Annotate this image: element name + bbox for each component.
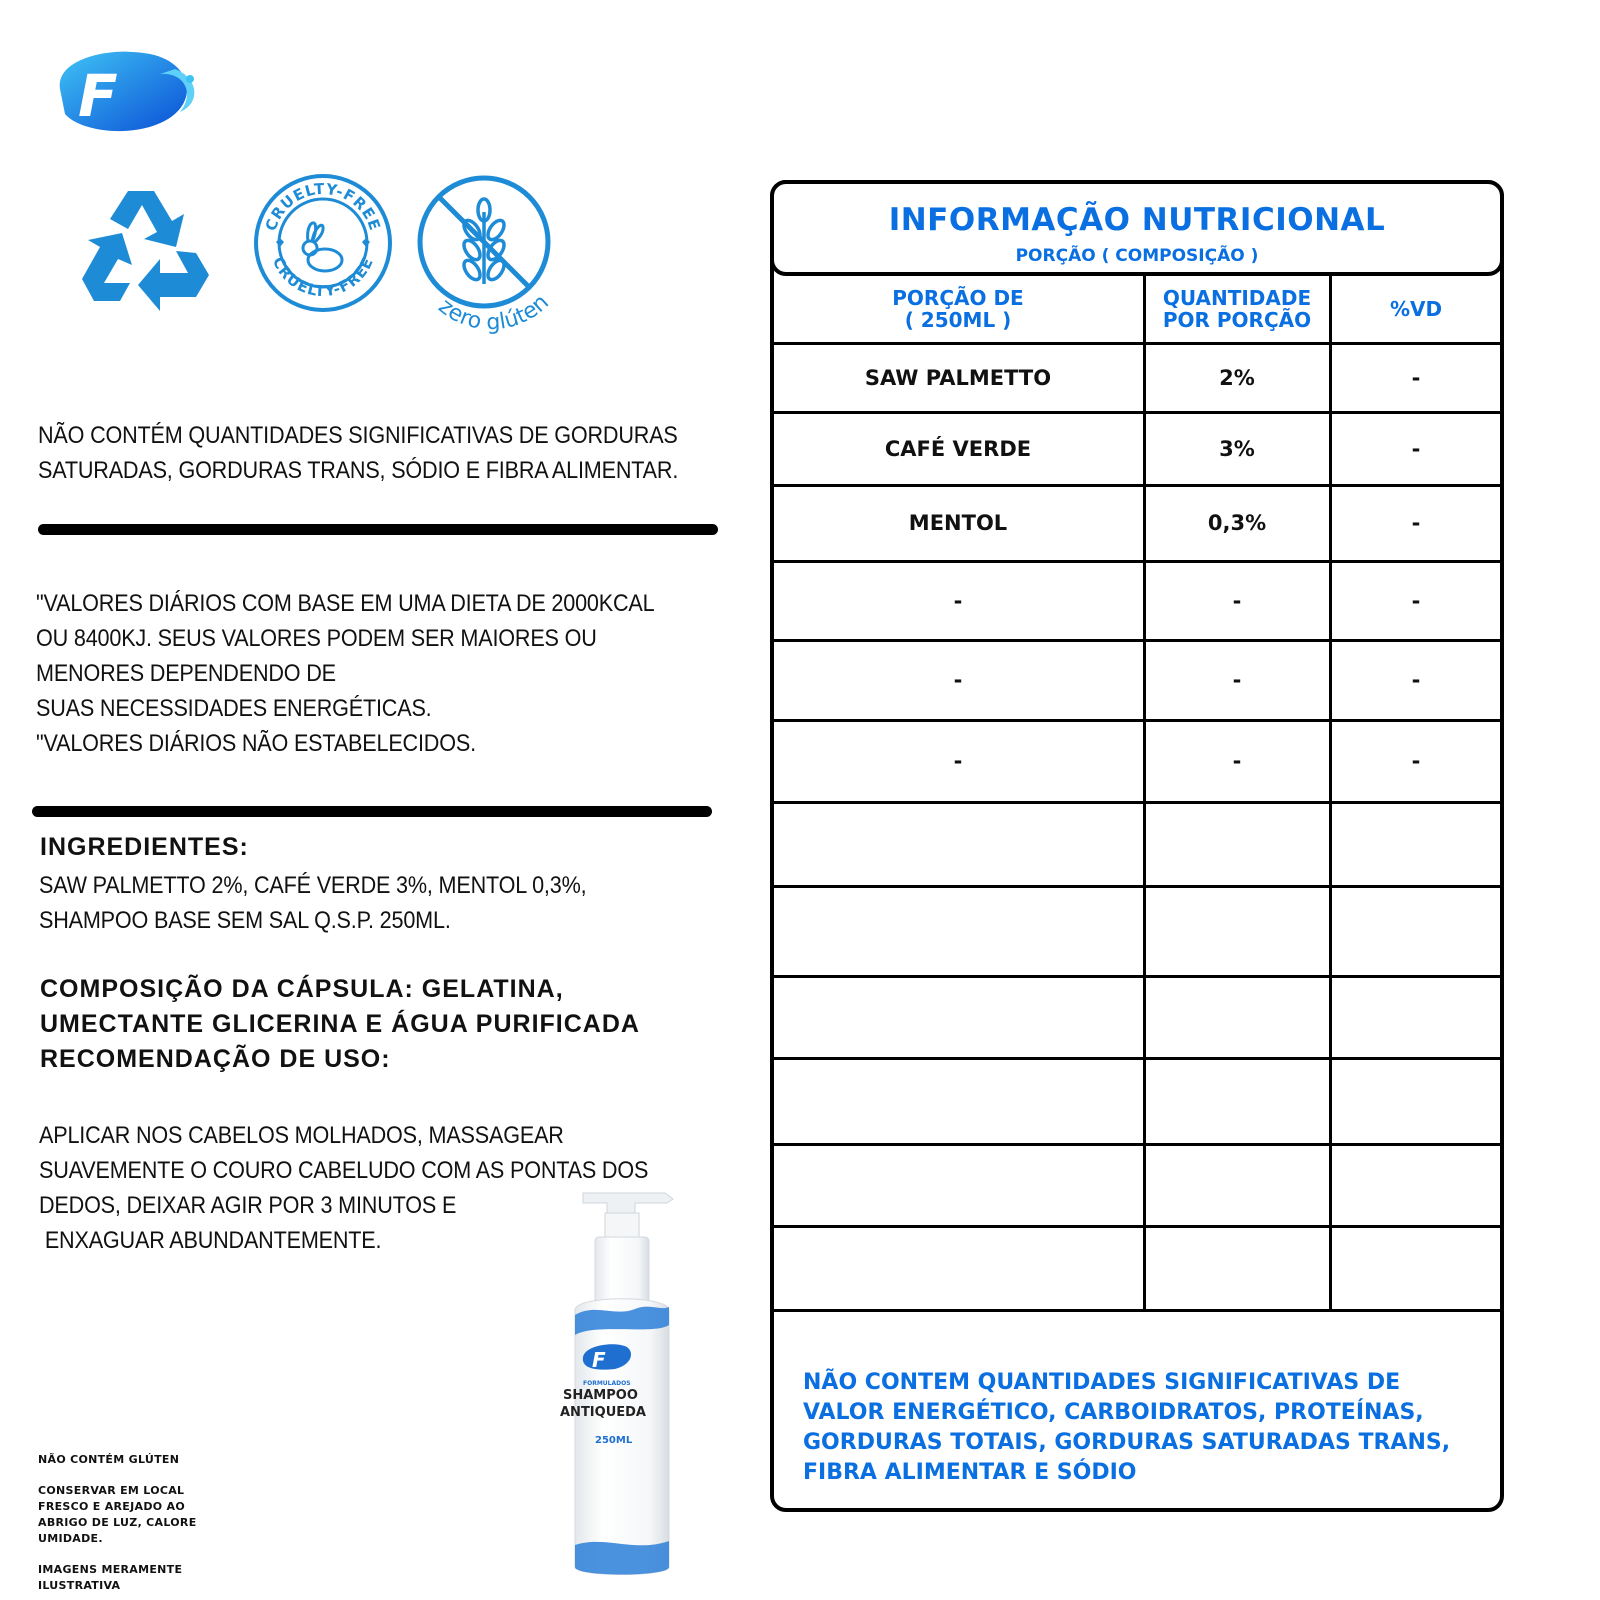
capsule-line: COMPOSIÇÃO DA CÁPSULA: GELATINA, <box>40 975 564 1003</box>
daily-values-line: "VALORES DIÁRIOS COM BASE EM UMA DIETA DE 2000KCAL <box>36 590 655 617</box>
table-cell <box>1144 1058 1330 1144</box>
table-header-cell: QUANTIDADE POR PORÇÃO <box>1162 285 1312 332</box>
table-cell <box>1144 1144 1330 1226</box>
daily-values-line: SUAS NECESSIDADES ENERGÉTICAS. <box>36 695 432 722</box>
table-cell <box>1144 976 1330 1058</box>
table-cell <box>772 976 1144 1058</box>
table-cell: - <box>1411 749 1421 773</box>
table-cell: - <box>1411 365 1421 390</box>
recycle-icon <box>80 185 212 313</box>
usage-line: DEDOS, DEIXAR AGIR POR 3 MINUTOS E <box>39 1192 457 1219</box>
table-cell <box>772 886 1144 976</box>
table-cell <box>1144 802 1330 886</box>
table-cell: SAW PALMETTO <box>864 365 1052 390</box>
table-title: INFORMAÇÃO NUTRICIONAL <box>888 202 1386 238</box>
svg-text:F: F <box>592 1348 606 1372</box>
capsule-line: UMECTANTE GLICERINA E ÁGUA PURIFICADA <box>40 1010 640 1038</box>
table-cell: CAFÉ VERDE <box>884 436 1032 461</box>
svg-text:FORMULADOS: FORMULADOS <box>583 1380 631 1387</box>
table-cell: - <box>1411 668 1421 692</box>
shampoo-bottle-image <box>535 1185 705 1585</box>
daily-values-line: OU 8400KJ. SEUS VALORES PODEM SER MAIORES OU <box>36 625 597 652</box>
table-cell <box>1330 886 1502 976</box>
table-footer-note: NÃO CONTEM QUANTIDADES SIGNIFICATIVAS DE VALOR ENERGÉTICO, CARBOIDRATOS, PROTEÍNAS, GORDURAS TOTAIS, GORDURAS SATURADAS TRANS, FIBRA ALIMENTAR E SÓDIO <box>803 1370 1451 1485</box>
ingredients-line: SHAMPOO BASE SEM SAL Q.S.P. 250ML. <box>39 907 451 934</box>
note-line: IMAGENS MERAMENTE <box>38 1563 183 1576</box>
notice-line: NÃO CONTÉM QUANTIDADES SIGNIFICATIVAS DE GORDURAS <box>38 422 678 449</box>
table-cell: - <box>1411 588 1421 613</box>
svg-text:zero glúten: zero glúten <box>433 289 554 336</box>
table-cell <box>772 802 1144 886</box>
svg-text:CRUELTY-FREE: CRUELTY-FREE <box>261 179 385 234</box>
notice-line: SATURADAS, GORDURAS TRANS, SÓDIO E FIBRA ALIMENTAR. <box>38 457 679 484</box>
svg-text:250ML: 250ML <box>595 1435 633 1446</box>
daily-values-line: MENORES DEPENDENDO DE <box>36 660 336 687</box>
note-line: FRESCO E AREJADO AO <box>38 1500 185 1513</box>
zero-gluten-badge <box>414 172 574 347</box>
table-cell <box>1330 1144 1502 1226</box>
usage-line: APLICAR NOS CABELOS MOLHADOS, MASSAGEAR <box>39 1122 564 1149</box>
table-cell: - <box>1411 511 1421 535</box>
table-subtitle: PORÇÃO ( COMPOSIÇÃO ) <box>1015 246 1259 266</box>
table-cell <box>772 1226 1144 1310</box>
note-line: CONSERVAR EM LOCAL <box>38 1484 185 1497</box>
svg-text:F: F <box>78 62 118 130</box>
ingredients-line: SAW PALMETTO 2%, CAFÉ VERDE 3%, MENTOL 0,3%, <box>39 872 587 899</box>
svg-text:CRUELTY-FREE: CRUELTY-FREE <box>268 254 378 301</box>
table-cell <box>1144 886 1330 976</box>
table-cell: - <box>1232 588 1242 613</box>
table-cell: - <box>1232 749 1242 773</box>
table-cell <box>1330 1226 1502 1310</box>
divider <box>32 806 712 817</box>
ingredients-text <box>39 868 647 938</box>
table-cell: - <box>1232 668 1242 692</box>
cruelty-free-badge <box>252 172 394 314</box>
note-line: NÃO CONTÉM GLÚTEN <box>38 1453 180 1466</box>
ingredients-title: INGREDIENTES: <box>40 833 249 861</box>
table-cell <box>1330 1058 1502 1144</box>
table-cell <box>1330 802 1502 886</box>
table-cell: - <box>953 668 963 692</box>
svg-text:SHAMPOO: SHAMPOO <box>563 1388 638 1403</box>
table-cell <box>1144 1226 1330 1310</box>
note-line: UMIDADE. <box>38 1532 103 1545</box>
usage-line: SUAVEMENTE O COURO CABELUDO COM AS PONTAS DOS <box>39 1157 649 1184</box>
small-notes <box>38 1452 197 1594</box>
table-cell: - <box>953 749 963 773</box>
svg-text:ANTIQUEDA: ANTIQUEDA <box>560 1405 646 1420</box>
table-header-cell: %VD <box>1389 296 1443 321</box>
table-cell: MENTOL <box>908 511 1008 535</box>
note-line: ABRIGO DE LUZ, CALORE <box>38 1516 197 1529</box>
table-cell <box>772 1144 1144 1226</box>
notice-text <box>38 418 749 488</box>
table-header-cell: PORÇÃO DE ( 250ML ) <box>892 285 1024 332</box>
capsule-line: RECOMENDAÇÃO DE USO: <box>40 1045 391 1073</box>
table-cell: - <box>1411 436 1421 461</box>
daily-values-line: "VALORES DIÁRIOS NÃO ESTABELECIDOS. <box>36 730 476 757</box>
nutrition-table-header <box>770 180 1504 276</box>
divider <box>38 524 718 535</box>
table-cell: 2% <box>1219 365 1255 390</box>
brand-logo <box>50 44 200 134</box>
table-cell: - <box>953 588 963 613</box>
table-cell <box>772 1058 1144 1144</box>
table-cell <box>1330 976 1502 1058</box>
table-cell: 3% <box>1219 436 1255 461</box>
table-cell: 0,3% <box>1207 511 1267 535</box>
daily-values-text <box>36 586 723 761</box>
usage-line: ENXAGUAR ABUNDANTEMENTE. <box>39 1227 382 1254</box>
note-line: ILUSTRATIVA <box>38 1579 121 1592</box>
capsule-text <box>40 972 640 1077</box>
